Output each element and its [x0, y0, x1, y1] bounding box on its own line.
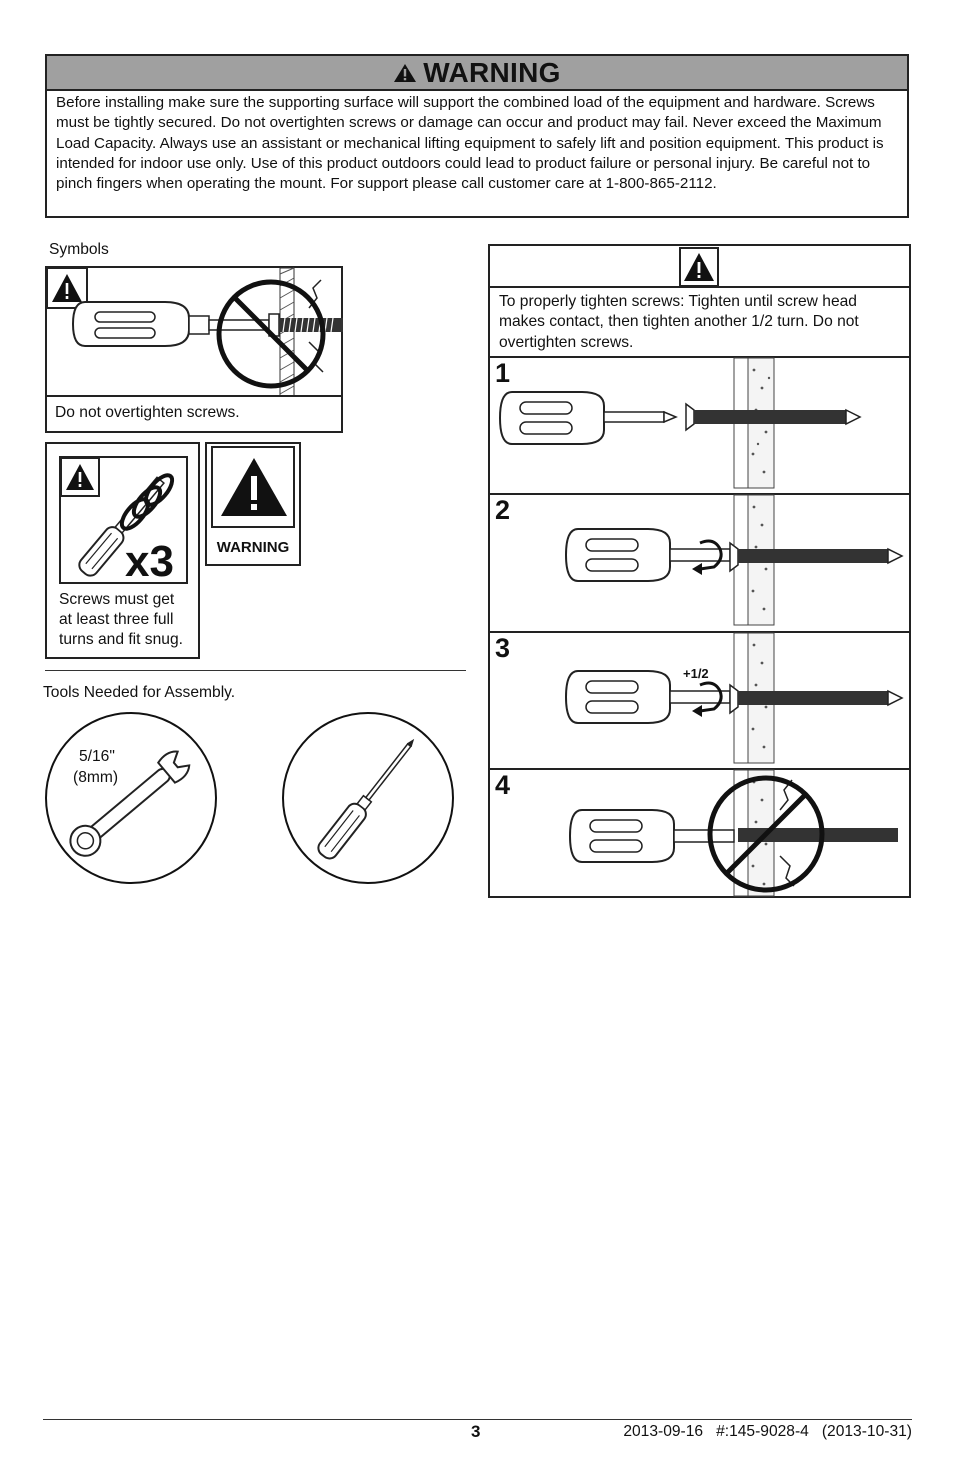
warning-title: WARNING	[423, 56, 561, 88]
three-turns-caption-line: turns and fit snug.	[59, 631, 183, 648]
step-1-illustration	[490, 358, 909, 488]
document-info: 2013-09-16 #:145-9028-4 (2013-10-31)	[623, 1423, 912, 1440]
screw-turns-icon	[61, 458, 186, 586]
wrench-size-line1: 5/16"	[79, 748, 115, 765]
tighten-header-divider	[490, 286, 909, 288]
overtighten-symbol-panel	[45, 266, 343, 433]
step-3-illustration	[490, 633, 909, 763]
warning-triangle-icon	[219, 456, 289, 518]
warning-triangle-icon	[393, 63, 417, 83]
page-number: 3	[471, 1422, 481, 1441]
step-number: 1	[495, 358, 511, 388]
warning-symbol-label: WARNING	[216, 539, 290, 556]
warning-symbol-frame	[211, 446, 295, 528]
warning-header	[47, 56, 907, 91]
overtighten-illustration	[47, 268, 341, 396]
screwdriver-tool-icon	[281, 711, 455, 885]
three-turns-illustration-frame	[59, 456, 188, 584]
footer-rule	[43, 1419, 912, 1420]
step-number: 3	[495, 633, 511, 663]
warning-symbol-panel	[205, 442, 301, 566]
three-turns-caption	[59, 590, 183, 650]
symbols-heading: Symbols	[49, 241, 109, 258]
section-divider	[45, 670, 466, 671]
tighten-instruction: To properly tighten screws: Tighten until screw head makes contact, then tighten another 1/2 turn. Do not overtighten screws.	[499, 293, 859, 351]
tighten-step-3	[490, 631, 909, 765]
wrench-size-line2: (8mm)	[73, 769, 119, 786]
half-turn-annotation: +1/2	[683, 666, 709, 681]
overtighten-caption: Do not overtighten screws.	[55, 404, 240, 421]
tighten-step-4	[490, 768, 909, 896]
overtighten-caption-divider	[47, 395, 341, 397]
three-turns-caption-line: Screws must get	[59, 591, 175, 608]
warning-body: Before installing make sure the supporting surface will support the combined load of the equipment and hardware. Screws must be tightly secured. Do not overtighten screws or damage can occur and product may fail. Never exceed the Maximum Load Capacity. Always use an assistant or mechanical lifting equipment to safely lift and position equipment. This product is intended for indoor use only. Use of this product outdoors could lead to product failure or personal injury. Be careful not to pinch fingers when operating the mount. For support please call customer care at 1-800-865-2112.	[56, 94, 884, 193]
three-turns-caption-line: at least three full	[59, 611, 174, 628]
tighten-step-1	[490, 356, 909, 488]
step-2-illustration	[490, 495, 909, 625]
step-number: 4	[495, 770, 511, 800]
warning-box	[45, 54, 909, 218]
step-4-illustration	[490, 770, 909, 896]
warning-triangle-icon	[680, 248, 718, 286]
three-turns-symbol-panel	[45, 442, 200, 659]
x3-badge: x3	[125, 537, 174, 586]
tighten-step-2	[490, 493, 909, 627]
tools-heading: Tools Needed for Assembly.	[43, 684, 236, 701]
wrench-tool-icon	[44, 711, 220, 885]
step-number: 2	[495, 495, 511, 525]
tighten-panel	[488, 244, 911, 898]
